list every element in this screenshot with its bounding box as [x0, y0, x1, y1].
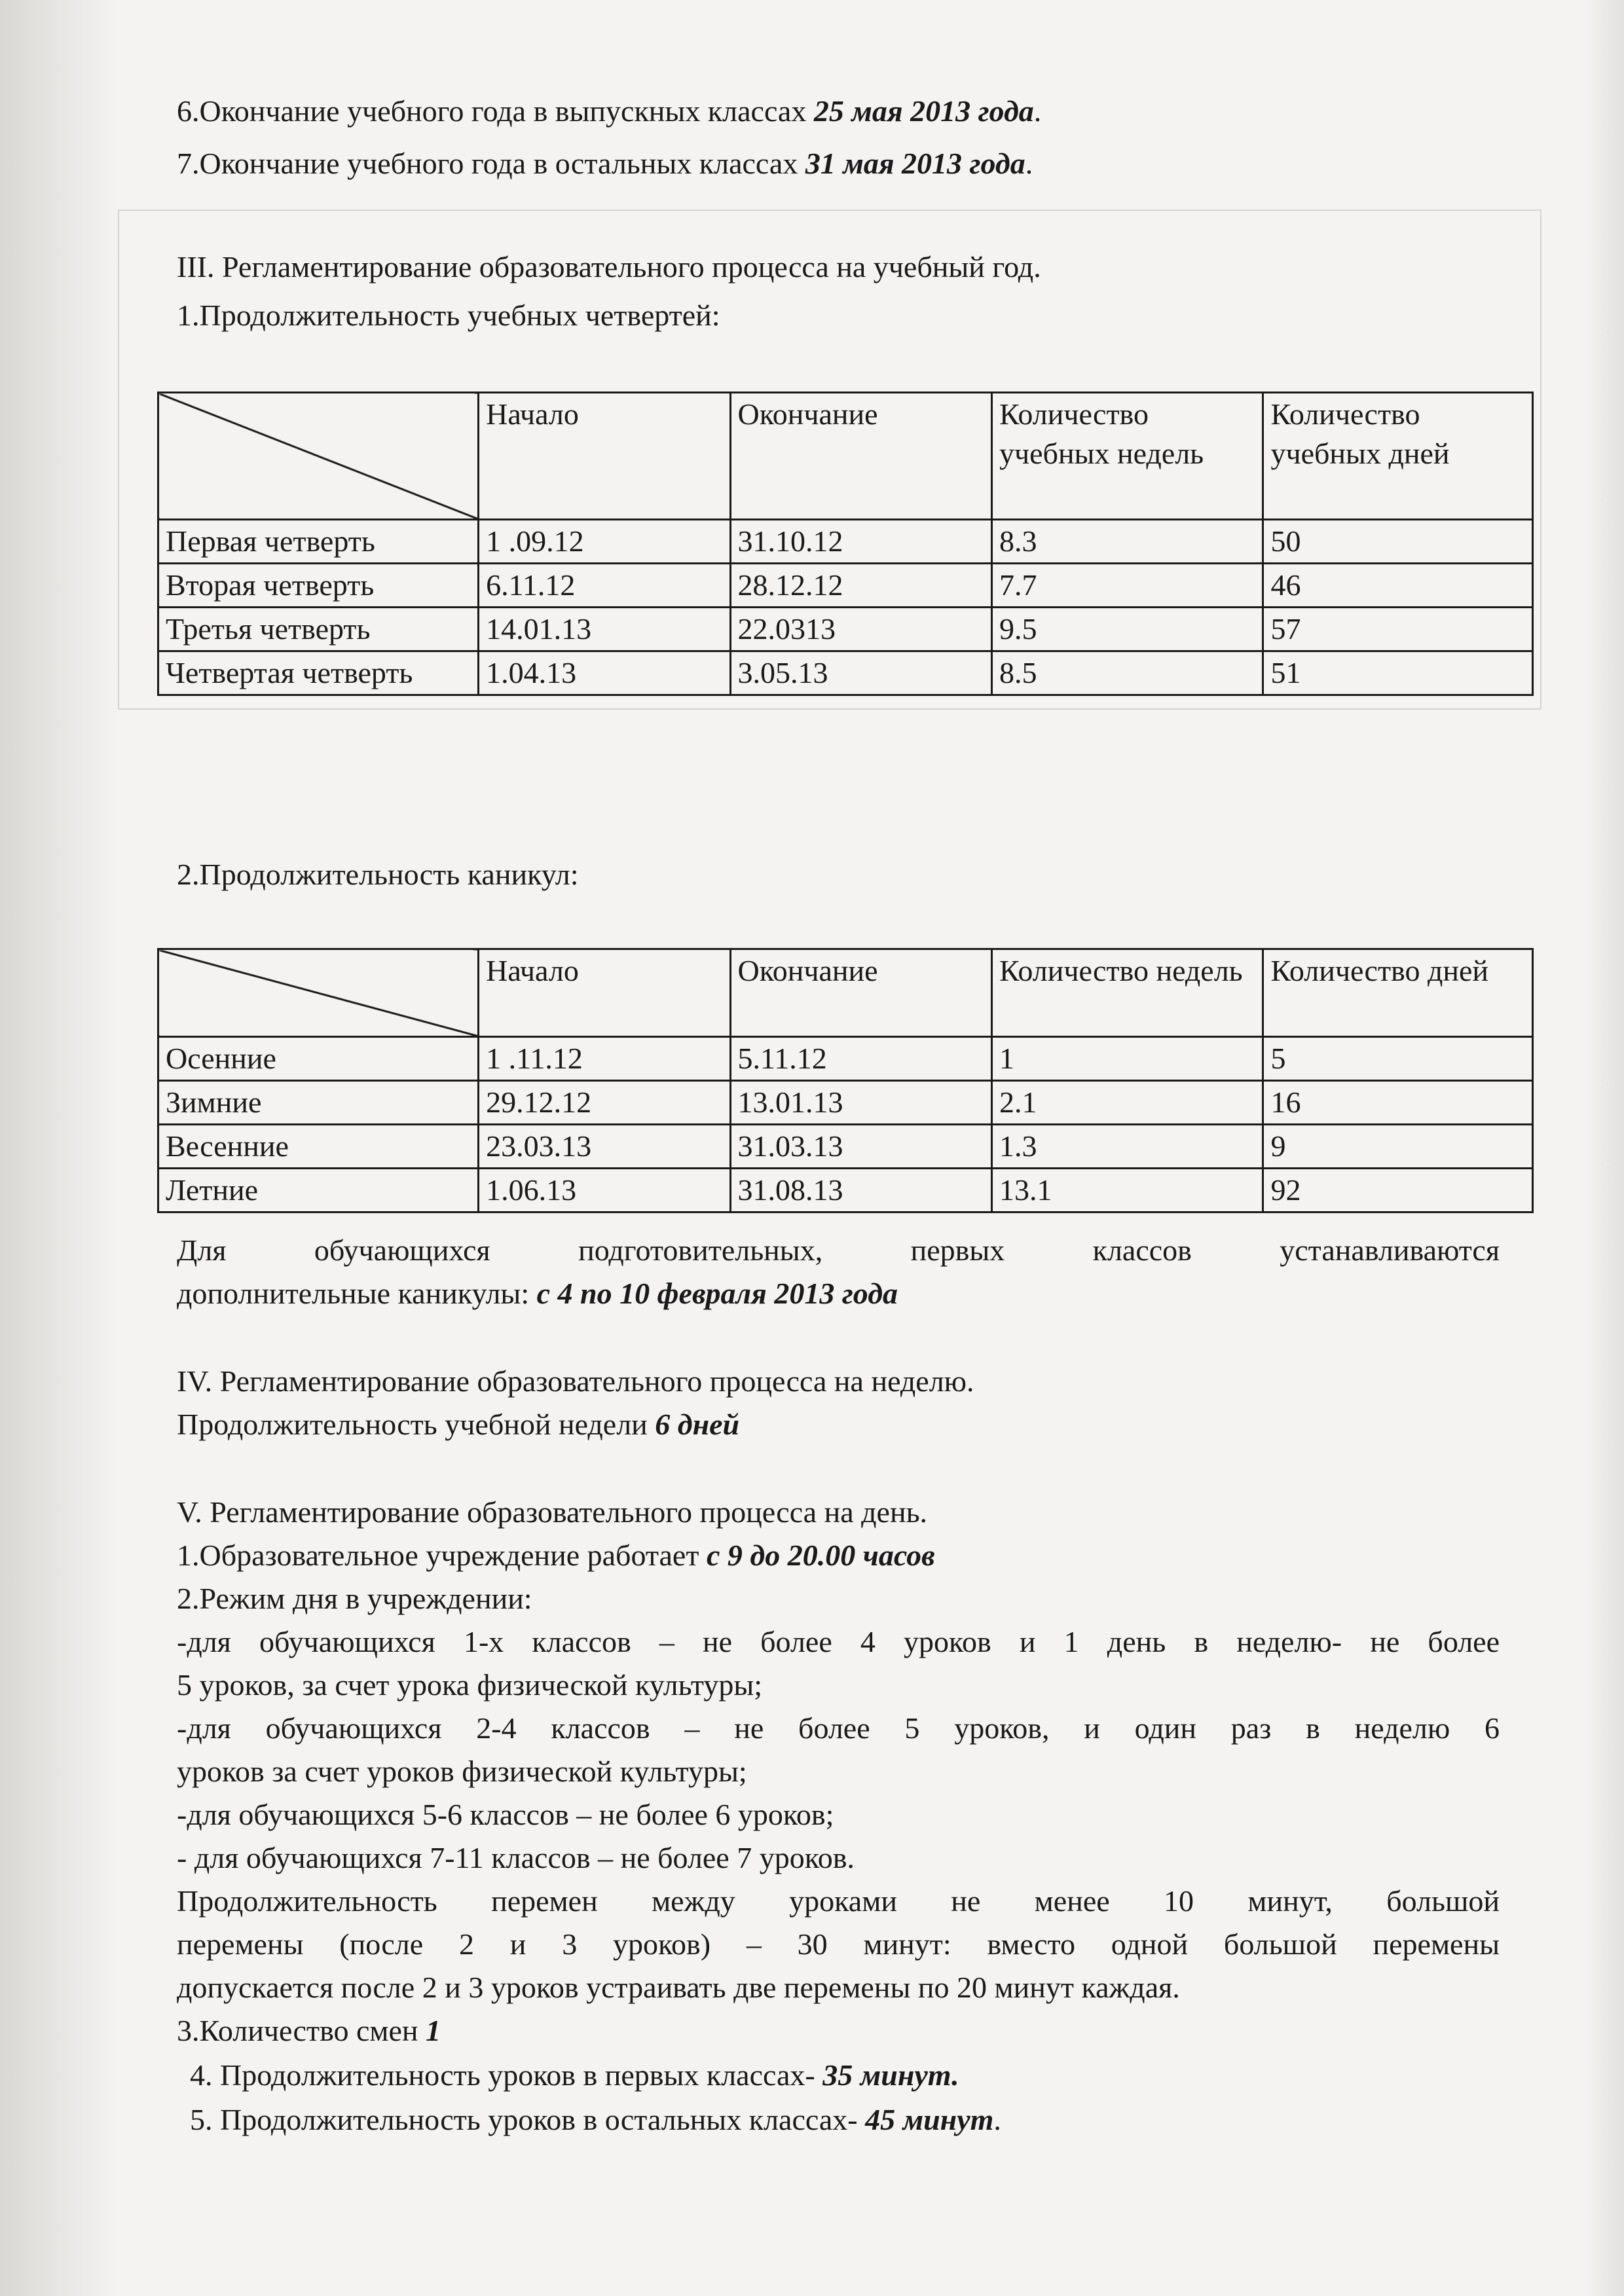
table-row: Третья четверть 14.01.13 22.0313 9.5 57 [158, 608, 1533, 651]
day-regime-heading: 2.Режим дня в учреждении: [177, 1582, 532, 1615]
table-row: Осенние 1 .11.12 5.11.12 1 5 [158, 1037, 1533, 1081]
table-row: Летние 1.06.13 31.08.13 13.1 92 [158, 1169, 1533, 1212]
header-cell: Количество учебных недель [991, 393, 1263, 520]
other-class-lesson-duration: 5. Продолжительность уроков в остальных классах- 45 минут. [190, 2103, 1001, 2136]
header-cell: Начало [479, 949, 730, 1037]
header-cell: Количество дней [1263, 949, 1533, 1037]
table-header-row [158, 393, 1533, 520]
scan-shadow-right [1585, 0, 1624, 2296]
first-class-lesson-duration: 4. Продолжительность уроков в первых классах- 35 минут. [190, 2058, 959, 2092]
table-row: Первая четверть 1 .09.12 31.10.12 8.3 50 [158, 520, 1533, 564]
diagonal-corner-cell [158, 949, 479, 1037]
header-cell: Окончание [730, 393, 991, 520]
regime-line: -для обучающихся 1-х классов – не более 4 уроков и 1 день в неделю- не более [177, 1625, 1500, 1658]
header-cell: Начало [479, 393, 730, 520]
quarters-table [157, 392, 1534, 696]
section-3-heading: III. Регламентирование образовательного процесса на учебный год. [177, 250, 1041, 283]
regime-line: -для обучающихся 2-4 классов – не более 5 уроков, и один раз в неделю 6 [177, 1711, 1500, 1745]
working-hours: 1.Образовательное учреждение работает с 9 до 20.00 часов [177, 1539, 935, 1572]
regime-line: уроков за счет уроков физической культуры; [177, 1755, 747, 1788]
holidays-table [157, 948, 1534, 1213]
regime-line: допускается после 2 и 3 уроков устраивать две перемены по 20 минут каждая. [177, 1971, 1180, 2004]
extra-holidays-line-1: Для обучающихся подготовительных, первых классов устанавливаются [177, 1233, 1500, 1267]
table-row: Весенние 23.03.13 31.03.13 1.3 9 [158, 1125, 1533, 1169]
item-7: 7.Окончание учебного года в остальных классах 31 мая 2013 года. [177, 147, 1033, 180]
regime-line: Продолжительность перемен между уроками не менее 10 минут, большой [177, 1884, 1500, 1918]
regime-line: 5 уроков, за счет урока физической культуры; [177, 1668, 763, 1702]
item-6: 6.Окончание учебного года в выпускных классах 25 мая 2013 года. [177, 94, 1042, 128]
table-row: Зимние 29.12.12 13.01.13 2.1 16 [158, 1081, 1533, 1125]
holidays-subheading: 2.Продолжительность каникул: [177, 858, 579, 891]
section-4-heading: IV. Регламентирование образовательного процесса на неделю. [177, 1364, 974, 1398]
header-cell: Окончание [730, 949, 991, 1037]
quarters-subheading: 1.Продолжительность учебных четвертей: [177, 299, 720, 332]
table-row: Четвертая четверть 1.04.13 3.05.13 8.5 51 [158, 651, 1533, 695]
header-cell: Количество недель [991, 949, 1263, 1037]
diagonal-corner-cell [158, 393, 479, 520]
regime-line: - для обучающихся 7-11 классов – не более 7 уроков. [177, 1841, 855, 1874]
table-row: Вторая четверть 6.11.12 28.12.12 7.7 46 [158, 564, 1533, 608]
shifts-count: 3.Количество смен 1 [177, 2014, 441, 2047]
section-5-heading: V. Регламентирование образовательного процесса на день. [177, 1495, 928, 1529]
regime-line: -для обучающихся 5-6 классов – не более 6 уроков; [177, 1798, 834, 1831]
scan-shadow-left [0, 0, 118, 2296]
extra-holidays-line-2: дополнительные каникулы: с 4 по 10 февраля 2013 года [177, 1277, 898, 1310]
table-header-row [158, 949, 1533, 1037]
regime-line: перемены (после 2 и 3 уроков) – 30 минут: вместо одной большой перемены [177, 1927, 1500, 1961]
week-duration: Продолжительность учебной недели 6 дней [177, 1408, 740, 1441]
header-cell: Количество учебных дней [1263, 393, 1533, 520]
